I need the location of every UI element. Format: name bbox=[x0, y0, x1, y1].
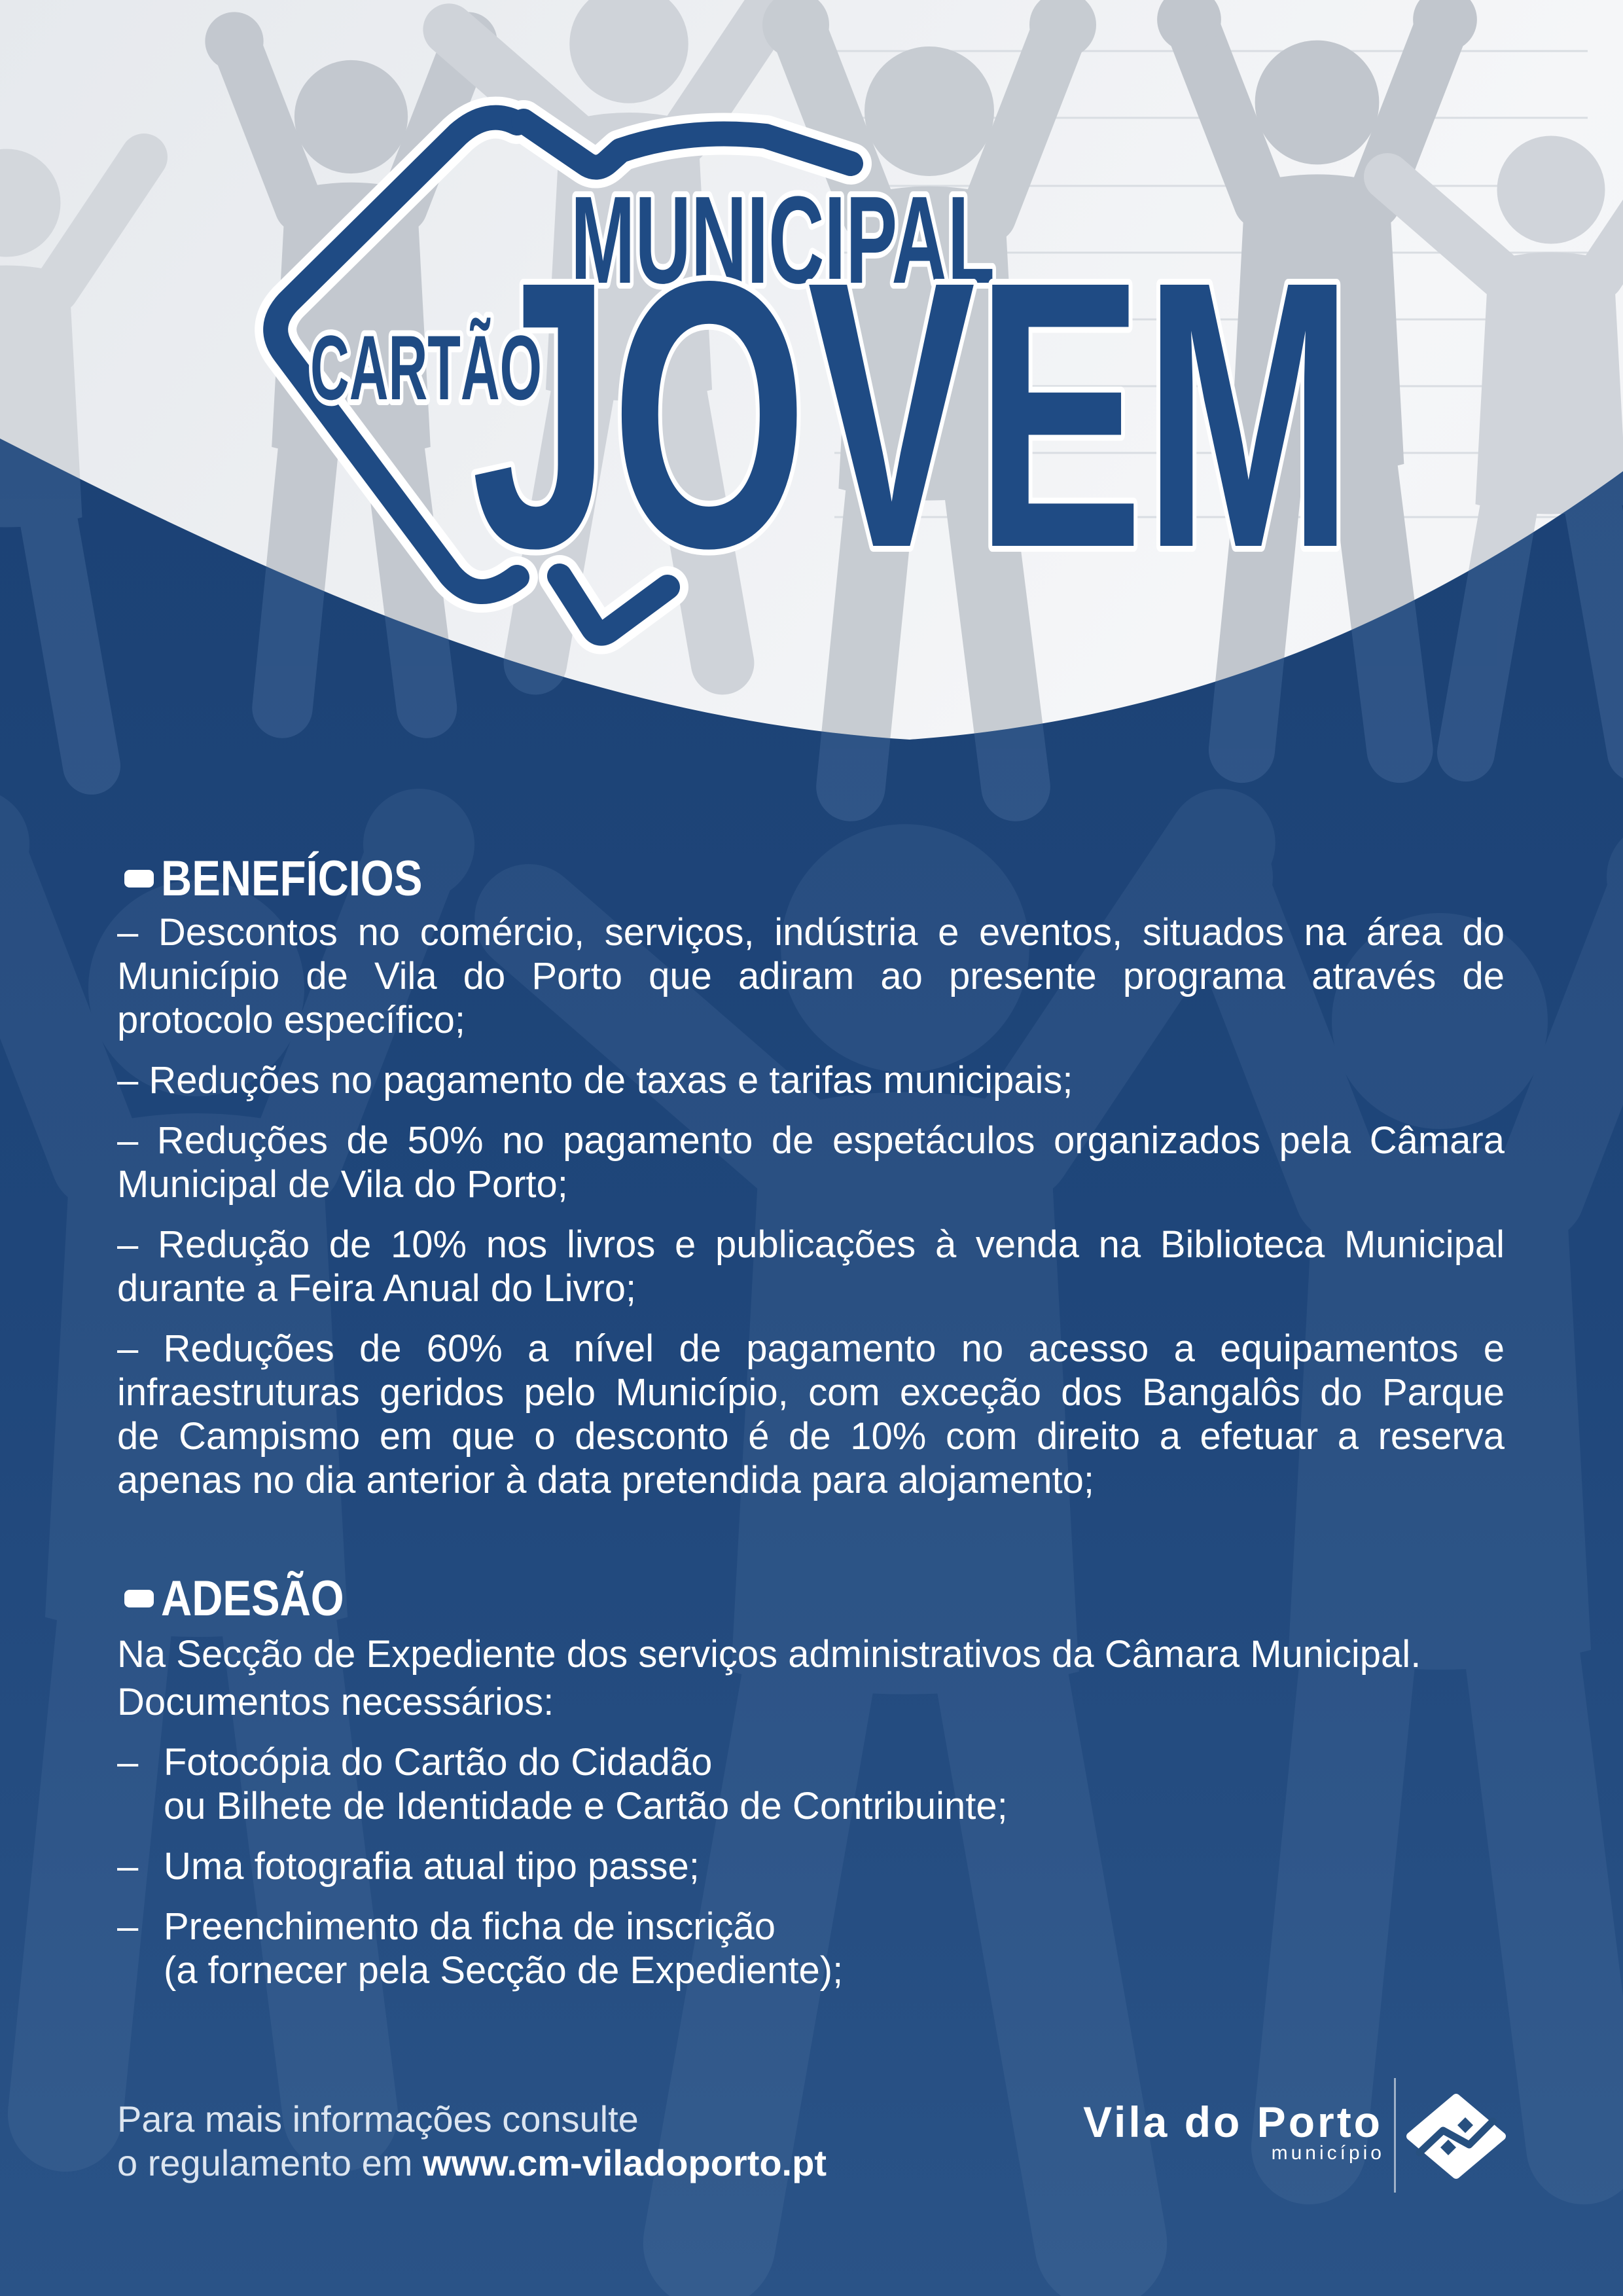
cartao-municipal-jovem-logo bbox=[0, 0, 1623, 655]
benefit-line: – Reduções de 60% a nível de pagamento no acesso a equipamentos e bbox=[117, 1327, 1505, 1370]
adhesion-intro: Na Secção de Expediente dos serviços administrativos da Câmara Municipal. bbox=[117, 1632, 1421, 1676]
logo-word-jovem: JOVEM bbox=[471, 202, 1353, 626]
document-line: Uma fotografia atual tipo passe; bbox=[164, 1844, 700, 1888]
benefit-line: infraestruturas geridos pelo Município, com exceção dos Bangalôs do Parque bbox=[117, 1371, 1505, 1414]
adhesion-heading-text: ADESÃO bbox=[161, 1570, 344, 1626]
document-item bbox=[117, 1844, 1505, 1888]
heading-bullet bbox=[124, 870, 154, 888]
logo-word-cartao: CARTÃO bbox=[310, 316, 542, 419]
document-line: ou Bilhete de Identidade e Cartão de Contribuinte; bbox=[164, 1784, 1008, 1827]
heading-bullet bbox=[124, 1590, 154, 1607]
documents-label: Documentos necessários: bbox=[117, 1680, 554, 1723]
adhesion-heading bbox=[117, 1571, 1505, 1626]
benefit-line: – Reduções no pagamento de taxas e tarifas municipais; bbox=[117, 1058, 1073, 1102]
document-item bbox=[117, 1740, 1505, 1828]
footer-info-line-1: Para mais informações consulte bbox=[117, 2098, 639, 2140]
benefits-list bbox=[117, 910, 1505, 1502]
logo-word-municipal: MUNICIPAL bbox=[571, 171, 995, 310]
benefits-heading bbox=[117, 851, 1505, 906]
document-line: Fotocópia do Cartão do Cidadão bbox=[164, 1740, 713, 1784]
document-item bbox=[117, 1905, 1505, 1992]
benefits-section bbox=[117, 851, 1505, 1502]
benefit-item bbox=[117, 1223, 1505, 1310]
footer-info bbox=[117, 2097, 827, 2185]
benefit-line: – Reduções de 50% no pagamento de espetáculos organizados pela Câmara bbox=[117, 1119, 1505, 1162]
benefit-line: Município de Vila do Porto que adiram ao presente programa através de bbox=[117, 954, 1505, 997]
footer-info-prefix: o regulamento em bbox=[117, 2142, 423, 2183]
brand-name: Vila do Porto bbox=[1083, 2098, 1383, 2146]
benefit-item bbox=[117, 1058, 1505, 1102]
benefits-heading-text: BENEFÍCIOS bbox=[161, 850, 423, 906]
benefit-line: – Descontos no comércio, serviços, indústria e eventos, situados na área do bbox=[117, 910, 1505, 954]
brand-subtitle: município bbox=[1271, 2142, 1385, 2164]
benefit-line: Municipal de Vila do Porto; bbox=[117, 1162, 568, 1206]
list-dash: – bbox=[117, 1740, 139, 1784]
document-line: Preenchimento da ficha de inscrição bbox=[164, 1905, 776, 1948]
vila-do-porto-emblem-icon bbox=[1405, 2092, 1507, 2180]
benefit-line: – Redução de 10% nos livros e publicações à venda na Biblioteca Municipal bbox=[117, 1223, 1505, 1266]
benefit-item bbox=[117, 1119, 1505, 1206]
document-line: (a fornecer pela Secção de Expediente); bbox=[164, 1948, 844, 1992]
benefit-item bbox=[117, 1327, 1505, 1502]
website-url: www.cm-viladoporto.pt bbox=[422, 2142, 827, 2183]
benefit-line: de Campismo em que o desconto é de 10% com direito a efetuar a reserva bbox=[117, 1414, 1505, 1458]
list-dash: – bbox=[117, 1844, 139, 1888]
benefit-item bbox=[117, 910, 1505, 1042]
benefit-line: protocolo específico; bbox=[117, 998, 465, 1041]
list-dash: – bbox=[117, 1905, 139, 1948]
adhesion-section bbox=[117, 1571, 1505, 1992]
benefit-line: apenas no dia anterior à data pretendida para alojamento; bbox=[117, 1458, 1094, 1501]
footer-info-line-2 bbox=[117, 2141, 827, 2185]
benefit-line: durante a Feira Anual do Livro; bbox=[117, 1266, 637, 1310]
documents-list bbox=[117, 1740, 1505, 1992]
brand-divider bbox=[1394, 2078, 1396, 2193]
